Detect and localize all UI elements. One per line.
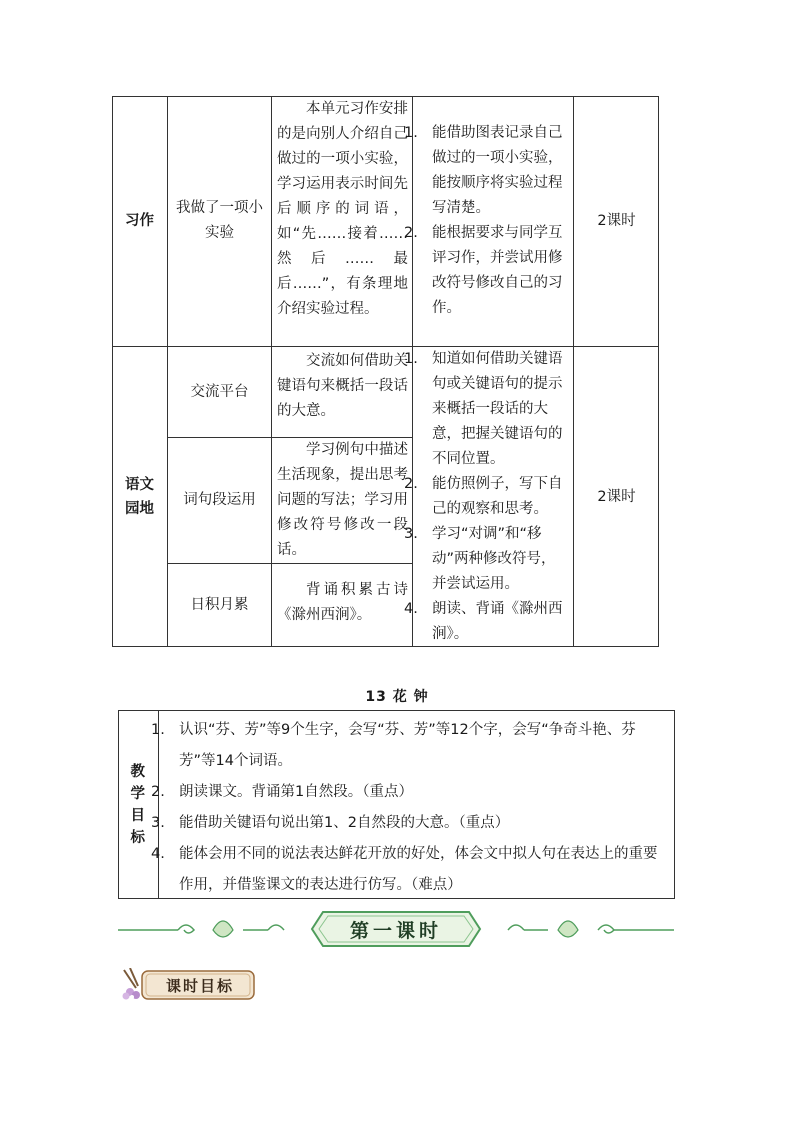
lesson-section-banner	[118, 906, 674, 952]
category-yuwen: 语文园地	[125, 477, 154, 517]
hours-xizuo: 2课时	[597, 212, 636, 229]
item-xizuo	[172, 96, 267, 346]
goal-item: 4. 能体会用不同的说法表达鲜花开放的好处，体会文中拟人句在表达上的重要作用，并借鉴课文的表达进行仿写。（难点）	[151, 846, 658, 893]
goals-label: 教学目标	[130, 763, 145, 846]
lesson-goals	[151, 715, 670, 901]
desc-jiaoliu: 交流如何借助关键语句来概括一段话的大意。	[277, 353, 408, 419]
badge-text: 课时目标	[165, 976, 234, 995]
goal-item: 3. 能借助关键语句说出第1、2自然段的大意。（重点）	[151, 815, 510, 831]
goal-item: 2. 能根据要求与同学互评习作，并尝试用修改符号修改自己的习作。	[404, 225, 563, 316]
goal-item: 2. 能仿照例子，写下自己的观察和思考。	[404, 476, 563, 517]
lesson-title: 13 花 钟	[365, 689, 429, 705]
item-riji: 日积月累	[190, 597, 249, 613]
goal-item: 1. 知道如何借助关键语句或关键语句的提示来概括一段话的大意，把握关键语句的不同位置。	[404, 351, 563, 467]
item-ciju: 词句段运用	[183, 492, 256, 508]
section-badge	[118, 968, 258, 1002]
leaf-icon	[213, 921, 233, 937]
item-jiaoliu: 交流平台	[190, 383, 249, 400]
goals-xizuo	[404, 121, 569, 321]
goal-item: 1. 能借助图表记录自己做过的一项小实验，能按顺序将实验过程写清楚。	[404, 125, 563, 216]
leaf-icon	[558, 921, 578, 937]
unit-overview-table	[112, 96, 659, 647]
category-xizuo: 习作	[125, 213, 154, 229]
goals-yuwen	[404, 347, 569, 647]
lesson-goals-table	[118, 710, 675, 899]
goal-item: 4. 朗读、背诵《滁州西涧》。	[404, 601, 563, 642]
desc-xizuo: 本单元习作安排的是向别人介绍自己做过的一项小实验，学习运用表示时间先后顺序的词语，如“先……接着……然后……最后……”，有条理地介绍实验过程。	[277, 101, 408, 317]
desc-ciju: 学习例句中描述生活现象，提出思考问题的写法；学习用修改符号修改一段话。	[277, 442, 408, 558]
goal-item: 1. 认识“芬、芳”等9个生字，会写“芬、芳”等12个字，会写“争奇斗艳、芬芳”等14个词语。	[151, 722, 636, 769]
item-xizuo-text: 我做了一项小实验	[176, 200, 263, 241]
hours-yuwen: 2课时	[597, 488, 636, 505]
banner-text: 第一课时	[349, 919, 442, 942]
desc-riji: 背诵积累古诗《滁州西涧》。	[277, 582, 408, 623]
brush-flower-icon	[123, 968, 141, 1000]
goal-item: 3. 学习“对调”和“移动”两种修改符号，并尝试运用。	[404, 526, 556, 592]
goal-item: 2. 朗读课文。背诵第1自然段。（重点）	[151, 784, 413, 800]
